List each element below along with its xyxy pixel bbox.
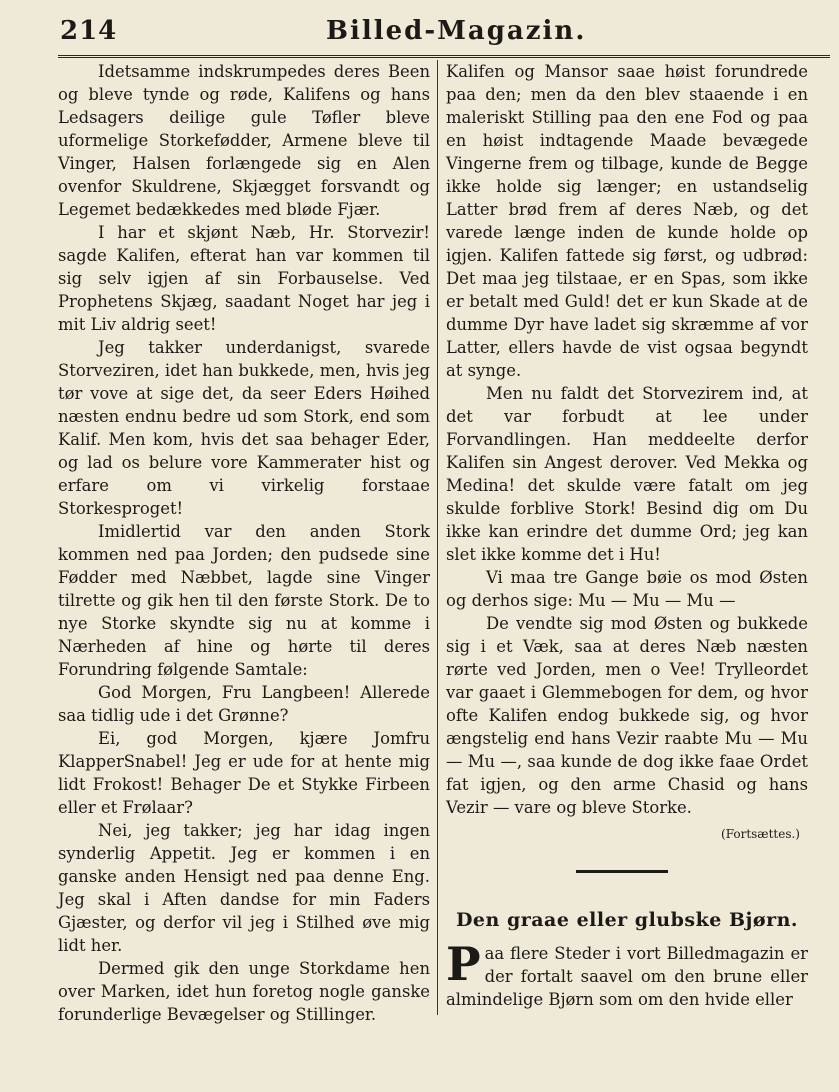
paragraph: Imidlertid var den anden Stork kommen ned paa Jorden; den pudsede sine Fødder med Næbbet, lagde sine Vinger tilrette og gik hen til den første Stork. De to nye Storke skyndte sig nu at komme i Nærheden af hine og hørte til deres Forundring følgende Samtale: xyxy=(58,522,430,679)
section-rule xyxy=(576,870,668,873)
paragraph: Nei, jeg takker; jeg har idag ingen synderlig Appetit. Jeg er kommen i en ganske anden Hensigt ned paa denne Eng. Jeg skal i Aften dandse for min Faders Gjæster, og derfor vil jeg i Stilhed øve mig lidt her. xyxy=(58,821,430,955)
paragraph: Vi maa tre Gange bøie os mod Østen og derhos sige: Mu — Mu — Mu — xyxy=(446,568,808,610)
continued-note: (Fortsættes.) xyxy=(721,827,800,841)
paragraph: I har et skjønt Næb, Hr. Storvezir! sagde Kalifen, efterat han var kommen til sig selv igjen af sin Forbauselse. Ved Prophetens Skjæg, saadant Noget har jeg i mit Liv aldrig seet! xyxy=(58,223,430,334)
paragraph: Ei, god Morgen, kjære Jomfru KlapperSnabel! Jeg er ude for at hente mig lidt Frokost! Behager De et Stykke Firbeen eller et Frølaar? xyxy=(58,729,430,817)
column-divider xyxy=(437,60,438,1015)
section-paragraph xyxy=(446,937,808,1011)
drop-cap: P xyxy=(446,937,481,991)
page-header xyxy=(58,14,828,54)
paragraph: Kalifen og Mansor saae høist forundrede paa den; men da den blev staaende i en maleriskt Stilling paa den ene Fod og paa en høist indtagende Maade bevægede Vingerne frem og tilbage, kunde de Begge ikke holde sig længer; en ustandselig Latter brød frem af deres Næb, og det varede længe inden de kunde holde op igjen. Kalifen fattede sig først, og udbrød: Det maa jeg tilstaae, er en Spas, som ikke er betalt med Guld! det er kun Skade at de dumme Dyr have ladet sig skræmme af vor Latter, ellers havde de vist ogsaa begyndt at synge. xyxy=(446,62,808,380)
paragraph: Men nu faldt det Storvezirem ind, at det var forbudt at lee under Forvandlingen. Han meddeelte derfor Kalifen sin Angest derover. Ved Mekka og Medina! det skulde være fatalt om jeg skulde forblive Stork! Besind dig om Du ikke kan erindre det dumme Ord; jeg kan slet ikke komme det i Hu! xyxy=(446,384,808,564)
paragraph: Idetsamme indskrumpedes deres Been og bleve tynde og røde, Kalifens og hans Ledsagers deilige gule Tøfler bleve uformelige Storkefødder, Armene bleve til Vinger, Halsen forlængede sig en Alen ovenfor Skuldrene, Skjægget forsvandt og Legemet bedækkedes med bløde Fjær. xyxy=(58,62,430,219)
paragraph: Dermed gik den unge Storkdame hen over Marken, idet hun foretog nogle ganske forunderlige Bevægelser og Stillinger. xyxy=(58,959,430,1024)
running-head: Billed-Magazin. xyxy=(326,16,587,46)
section-text: aa flere Steder i vort Billedmagazin er der fortalt saavel om den brune eller almindelige Bjørn som om den hvide eller xyxy=(446,944,808,1009)
paragraph: God Morgen, Fru Langbeen! Allerede saa tidlig ude i det Grønne? xyxy=(58,683,430,725)
paragraph: Jeg takker underdanigst, svarede Storveziren, idet han bukkede, men, hvis jeg tør vove at sige det, da seer Eders Høihed næsten endnu bedre ud som Stork, end som Kalif. Men kom, hvis det saa behager Eder, og lad os belure vore Kammerater hist og erfare om vi virkelig forstaae Storkesproget! xyxy=(58,338,430,518)
header-rule xyxy=(58,55,830,58)
paragraph: De vendte sig mod Østen og bukkede sig i et Væk, saa at deres Næb næsten rørte ved Jorden, men o Vee! Trylleordet var gaaet i Glemmebogen for dem, og hvor ofte Kalifen endog bukkede sig, og hvor ængstelig end hans Vezir raabte Mu — Mu — Mu —, saa kunde de dog ikke faae Ordet fat igjen, og den arme Chasid og hans Vezir — vare og bleve Storke. xyxy=(446,614,808,817)
page-number: 214 xyxy=(60,16,118,46)
section-title: Den graae eller glubske Bjørn. xyxy=(455,909,799,931)
right-column xyxy=(446,60,808,1011)
left-column xyxy=(58,60,430,1026)
